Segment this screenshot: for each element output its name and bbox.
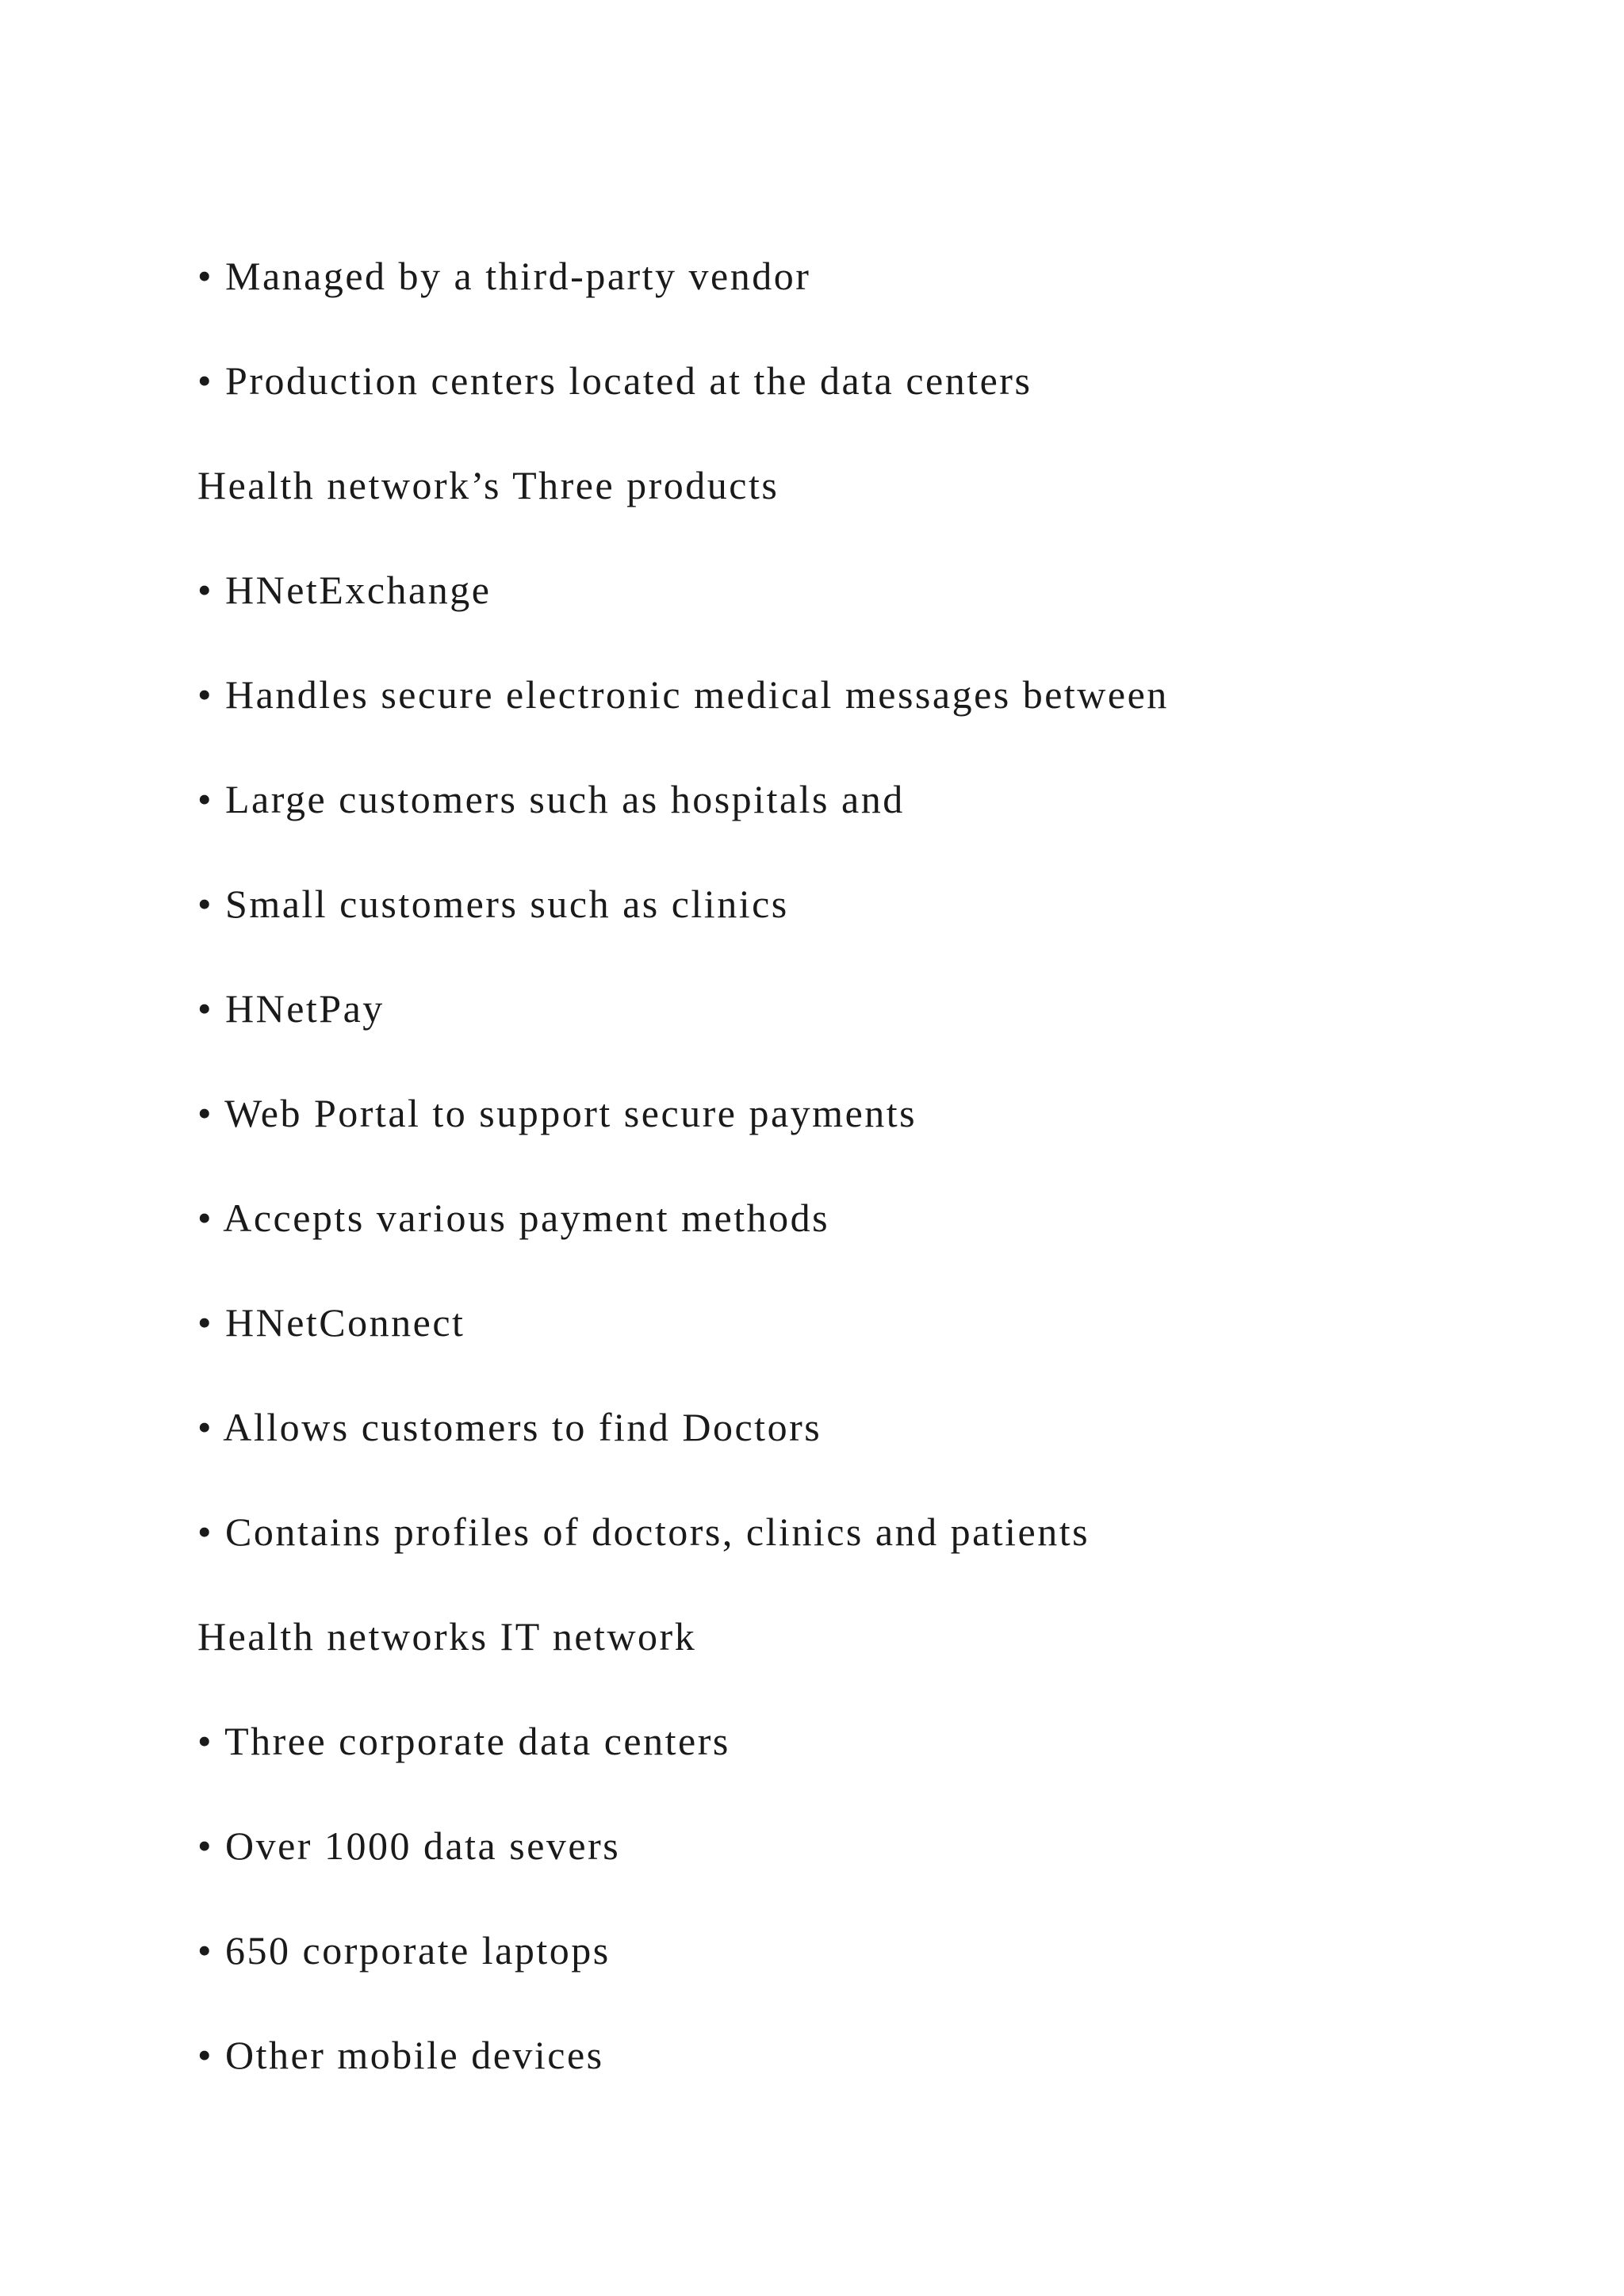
bullet-item: • 650 corporate laptops (197, 1928, 611, 1973)
bullet-item: • HNetConnect (197, 1300, 465, 1345)
text-body (197, 246, 1585, 2130)
bullet-item: • Other mobile devices (197, 2033, 604, 2077)
bullet-item: • Handles secure electronic medical messages between (197, 672, 1169, 717)
bullet-item: • Contains profiles of doctors, clinics and patients (197, 1510, 1090, 1554)
bullet-item: • HNetPay (197, 986, 385, 1031)
bullet-item: • Over 1000 data severs (197, 1823, 621, 1868)
bullet-item: • Web Portal to support secure payments (197, 1091, 917, 1135)
bullet-item: • Allows customers to find Doctors (197, 1405, 822, 1449)
bullet-item: • Small customers such as clinics (197, 882, 789, 926)
bullet-item: • Three corporate data centers (197, 1719, 730, 1763)
section-heading: Health networks IT network (197, 1614, 697, 1659)
bullet-item: • Managed by a third-party vendor (197, 254, 811, 298)
bullet-item: • Large customers such as hospitals and (197, 777, 905, 821)
section-heading: Health network’s Three products (197, 463, 779, 507)
bullet-item: • Accepts various payment methods (197, 1196, 830, 1240)
bullet-item: • Production centers located at the data centers (197, 358, 1032, 403)
bullet-item: • HNetExchange (197, 568, 492, 612)
